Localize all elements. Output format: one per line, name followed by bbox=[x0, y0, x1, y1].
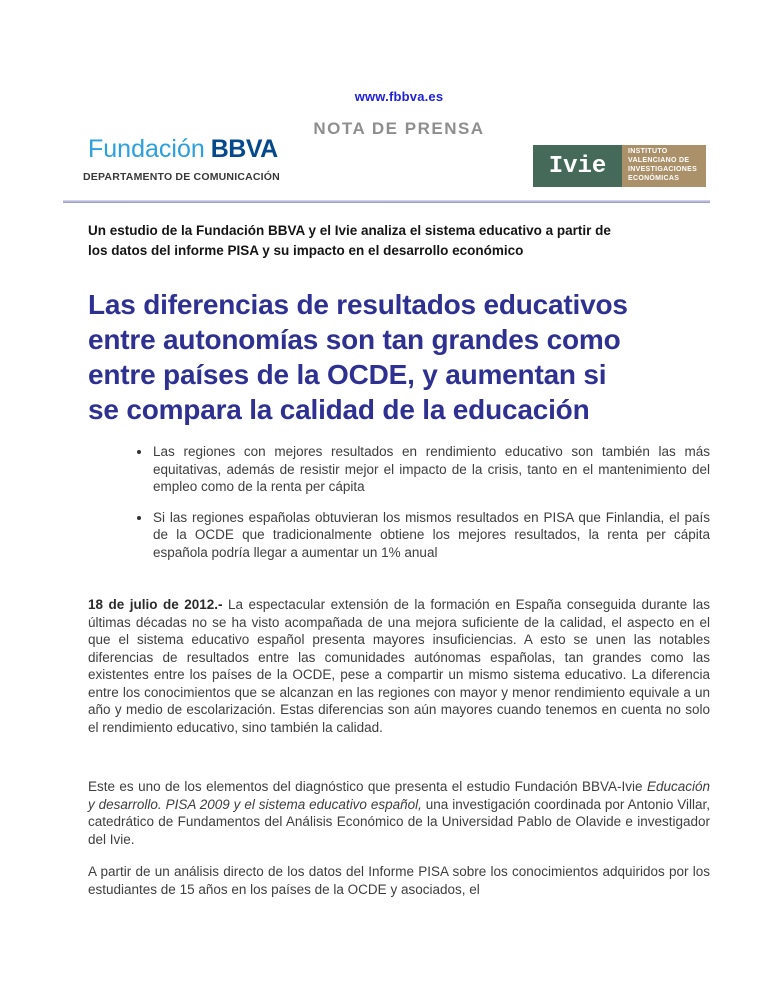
department-label: DEPARTAMENTO DE COMUNICACIÓN bbox=[83, 171, 280, 183]
article-strapline bbox=[88, 221, 712, 260]
article-headline bbox=[88, 287, 728, 427]
study-text-post: una investigación coordinada por Antonio Villar, catedrático de Fundamentos del Análisis Económico de la Universidad Pablo de Olavide e investigador del Ivie. bbox=[88, 796, 710, 847]
paragraph-analysis: A partir de un análisis directo de los datos del Informe PISA sobre los conocimientos adquiridos por los estudiantes de 15 años en los países de la OCDE y asociados, el bbox=[88, 864, 710, 897]
study-title-italic: Educación y desarrollo. PISA 2009 y el sistema educativo español, bbox=[88, 779, 710, 812]
ivie-subtitle-line: ECONÓMICAS bbox=[628, 174, 680, 182]
headline-line-4: se compara la calidad de la educación bbox=[88, 394, 590, 425]
bullet-list bbox=[88, 443, 710, 561]
bullet-text: Las regiones con mejores resultados en rendimiento educativo son también las más equitativas, además de resistir mejor el impacto de la crisis, tanto en el mantenimiento del empleo como de la renta per cápita bbox=[153, 444, 710, 494]
bullet-icon bbox=[137, 516, 141, 520]
paragraph-dateline bbox=[88, 596, 710, 736]
ivie-subtitle-line: INSTITUTO bbox=[628, 148, 668, 156]
headline-line-1: Las diferencias de resultados educativos bbox=[88, 289, 628, 320]
ivie-logo-name-box bbox=[533, 145, 622, 187]
headline-line-3: entre países de la OCDE, y aumentan si bbox=[88, 359, 607, 390]
bbva-logo-text: BBVA bbox=[210, 135, 278, 163]
strapline-line-2: los datos del informe PISA y su impacto en el desarrollo económico bbox=[88, 242, 524, 258]
ivie-logo-subtitle bbox=[622, 145, 706, 187]
bullet-text: Si las regiones españolas obtuvieran los mismos resultados en PISA que Finlandia, el país de la OCDE que tradicionalmente obtiene los mejores resultados, la renta per cápita española podría llegar a aumentar un 1% anual bbox=[153, 509, 710, 560]
header-divider bbox=[63, 200, 710, 203]
paragraph-study bbox=[88, 778, 710, 848]
ivie-logo-name: Ivie bbox=[548, 152, 607, 180]
dateline-text: La espectacular extensión de la formación en España conseguida durante las últimas décadas no se ha visto acompañada de una mejora suficiente de la calidad, el aspecto en el que el sistema educativo español presenta mayores insuficiencias. A esto se unen las notables diferencias de resultados entre las comunidades autónomas españolas, tan grandes como las existentes entre los países de la OCDE, pese a compartir un mismo sistema educativo. La diferencia entre los conocimientos que se alcanzan en las regiones con mayor y menor rendimiento equivale a un año y medio de escolarización. Estas diferencias son aún mayores cuando tenemos en cuenta no solo el rendimiento educativo, sino también la calidad. bbox=[88, 597, 710, 735]
ivie-subtitle-line: INVESTIGACIONES bbox=[628, 166, 698, 173]
website-link[interactable]: www.fbbva.es bbox=[354, 89, 444, 104]
ivie-logo bbox=[533, 145, 706, 187]
study-text-pre: Este es uno de los elementos del diagnóstico que presenta el estudio Fundación BBVA-Ivie bbox=[88, 779, 647, 794]
bullet-item bbox=[88, 509, 710, 562]
headline-line-2: entre autonomías son tan grandes como bbox=[88, 324, 621, 355]
bullet-icon bbox=[137, 450, 141, 454]
strapline-line-1: Un estudio de la Fundación BBVA y el Ivie analiza el sistema educativo a partir de bbox=[88, 223, 611, 238]
bullet-item bbox=[88, 443, 710, 496]
ivie-subtitle-line: VALENCIANO DE bbox=[628, 157, 690, 165]
press-note-label: NOTA DE PRENSA bbox=[313, 119, 485, 138]
fundacion-bbva-logo bbox=[88, 134, 278, 168]
dateline-date: 18 de julio de 2012.- bbox=[88, 597, 223, 612]
fundacion-logo-text: Fundación bbox=[88, 135, 205, 163]
